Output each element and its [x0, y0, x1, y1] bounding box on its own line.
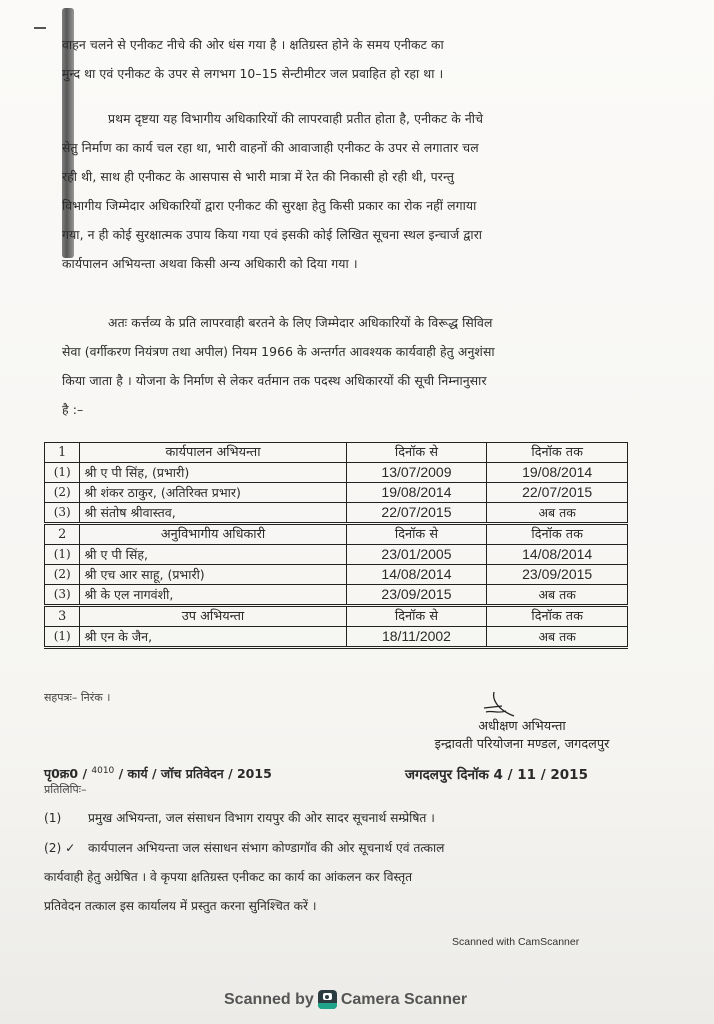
signature-block — [392, 718, 652, 754]
table-row — [45, 483, 628, 503]
row-serial: (2) — [45, 565, 80, 585]
officer-name: श्री के एल नागवंशी, — [80, 585, 346, 606]
para2-line: विभागीय जिम्मेदार अधिकारियों द्वारा एनीकट की सुरक्षा हेतु किसी प्रकार का रोक नहीं लगाया — [62, 198, 477, 213]
copy-recipient-1 — [44, 804, 634, 833]
table-row — [45, 627, 628, 648]
section-number: 1 — [45, 443, 80, 463]
table-row — [45, 503, 628, 524]
para3-line: किया जाता है । योजना के निर्माण से लेकर वर्तमान तक पदस्थ अधिकारयों की सूची निम्नानुसार — [62, 373, 487, 388]
column-from: दिनॉक से — [346, 443, 487, 463]
date-from: 13/07/2009 — [346, 463, 487, 483]
column-from: दिनॉक से — [346, 606, 487, 627]
row-serial: (1) — [45, 463, 80, 483]
reference-suffix: / कार्य / जॉच प्रतिवेदन / 2015 — [118, 766, 272, 781]
camera-scanner-icon — [318, 990, 337, 1009]
date-to: अब तक — [487, 503, 628, 524]
row-serial: (1) — [45, 627, 80, 648]
signature-scribble — [480, 690, 520, 720]
paragraph-3 — [62, 308, 632, 424]
section-1-header — [45, 443, 628, 463]
date-from: 14/08/2014 — [346, 565, 487, 585]
officer-name: श्री एच आर साहू, (प्रभारी) — [80, 565, 346, 585]
date-to: अब तक — [487, 627, 628, 648]
copy-line: कार्यपालन अभियन्ता जल संसाधन संभाग कोण्डागॉव की ओर सूचनार्थ एवं तत्काल — [88, 841, 445, 855]
table-row — [45, 565, 628, 585]
copy-to-label: प्रतिलिपिः– — [44, 783, 87, 796]
paragraph-1 — [62, 30, 632, 88]
row-serial: (1) — [45, 545, 80, 565]
signatory-title: अधीक्षण अभियन्ता — [478, 719, 566, 734]
column-to: दिनॉक तक — [487, 606, 628, 627]
paragraph-2 — [62, 104, 632, 278]
para2-line: कार्यपालन अभियन्ता अथवा किसी अन्य अधिकारी को दिया गया । — [62, 256, 358, 271]
row-serial: (3) — [45, 585, 80, 606]
copy-number: (1) — [44, 811, 62, 825]
watermark-prefix: Scanned by — [224, 990, 314, 1008]
para1-line: मुन्द था एवं एनीकट के उपर से लगभग 10–15 सेन्टीमीटर जल प्रवाहित हो रहा था । — [62, 66, 444, 81]
officer-name: श्री ए पी सिंह, — [80, 545, 346, 565]
enclosure-note: सहपत्रः– निरंक । — [44, 691, 111, 704]
para2-line: सेतु निर्माण का कार्य चल रहा था, भारी वाहनों की आवाजाही एनीकट के उपर से लगातार चल — [62, 140, 479, 155]
reference-prefix: पृ0क्र0 / — [44, 766, 88, 781]
para3-line: सेवा (वर्गीकरण नियंत्रण तथा अपील) नियम 1966 के अन्तर्गत आवश्यक कार्यवाही हेतु अनुशंसा — [62, 344, 495, 359]
watermark-suffix: Camera Scanner — [340, 990, 468, 1008]
margin-mark — [34, 27, 46, 29]
date-from: 23/01/2005 — [346, 545, 487, 565]
para2-line: गया, न ही कोई सुरक्षात्मक उपाय किया गया एवं इसकी कोई लिखित सूचना स्थल इन्चार्ज द्वारा — [62, 227, 483, 242]
table-row — [45, 463, 628, 483]
date-from: 23/09/2015 — [346, 585, 487, 606]
place-date: जगदलपुर दिनॉक 4 / 11 / 2015 — [405, 767, 588, 783]
officer-name: श्री ए पी सिंह, (प्रभारी) — [80, 463, 346, 483]
section-2-header — [45, 524, 628, 545]
section-title: अनुविभागीय अधिकारी — [80, 524, 346, 545]
column-to: दिनॉक तक — [487, 524, 628, 545]
section-number: 2 — [45, 524, 80, 545]
copy-line: प्रतिवेदन तत्काल इस कार्यालय में प्रस्तुत करना सुनिश्चित करें । — [44, 899, 317, 913]
table-row — [45, 545, 628, 565]
date-to: 23/09/2015 — [487, 565, 628, 585]
reference-number — [44, 765, 272, 782]
copy-recipient-2 — [44, 834, 634, 921]
table-row — [45, 585, 628, 606]
row-serial: (2) — [45, 483, 80, 503]
copy-number: (2) ✓ — [44, 841, 76, 855]
column-from: दिनॉक से — [346, 524, 487, 545]
camera-scanner-watermark — [224, 990, 467, 1009]
officer-name: श्री संतोष श्रीवास्तव, — [80, 503, 346, 524]
para2-line: रही थी, साथ ही एनीकट के आसपास से भारी मात्रा में रेत की निकासी हो रही थी, परन्तु — [62, 169, 455, 184]
officers-table — [44, 442, 628, 649]
copy-line: कार्यवाही हेतु अग्रेषित । वे कृपया क्षतिग्रस्त एनीकट का कार्य का आंकलन कर विस्तृत — [44, 870, 413, 884]
section-title: उप अभियन्ता — [80, 606, 346, 627]
date-to: 14/08/2014 — [487, 545, 628, 565]
reference-handwritten-number: 4010 — [91, 765, 115, 776]
date-from: 19/08/2014 — [346, 483, 487, 503]
date-from: 18/11/2002 — [346, 627, 487, 648]
section-3-header — [45, 606, 628, 627]
date-to: 19/08/2014 — [487, 463, 628, 483]
officer-name: श्री शंकर ठाकुर, (अतिरिक्त प्रभार) — [80, 483, 346, 503]
para2-line: प्रथम दृष्टया यह विभागीय अधिकारियों की लापरवाही प्रतीत होता है, एनीकट के नीचे — [108, 111, 484, 126]
row-serial: (3) — [45, 503, 80, 524]
date-to: अब तक — [487, 585, 628, 606]
section-title: कार्यपालन अभियन्ता — [80, 443, 346, 463]
para3-line: है :– — [62, 402, 84, 417]
section-number: 3 — [45, 606, 80, 627]
date-from: 22/07/2015 — [346, 503, 487, 524]
copy-line: प्रमुख अभियन्ता, जल संसाधन विभाग रायपुर की ओर सादर सूचनार्थ सम्प्रेषित । — [88, 811, 435, 825]
date-to: 22/07/2015 — [487, 483, 628, 503]
camscanner-watermark: Scanned with CamScanner — [452, 936, 580, 948]
signatory-office: इन्द्रावती परियोजना मण्डल, जगदलपुर — [434, 737, 610, 752]
para3-line: अतः कर्त्तव्य के प्रति लापरवाही बरतने के लिए जिम्मेदार अधिकारियों के विरूद्ध सिविल — [108, 315, 493, 330]
officer-name: श्री एन के जैन, — [80, 627, 346, 648]
para1-line: वाहन चलने से एनीकट नीचे की ओर धंस गया है । क्षतिग्रस्त होने के समय एनीकट का — [62, 37, 444, 52]
column-to: दिनॉक तक — [487, 443, 628, 463]
